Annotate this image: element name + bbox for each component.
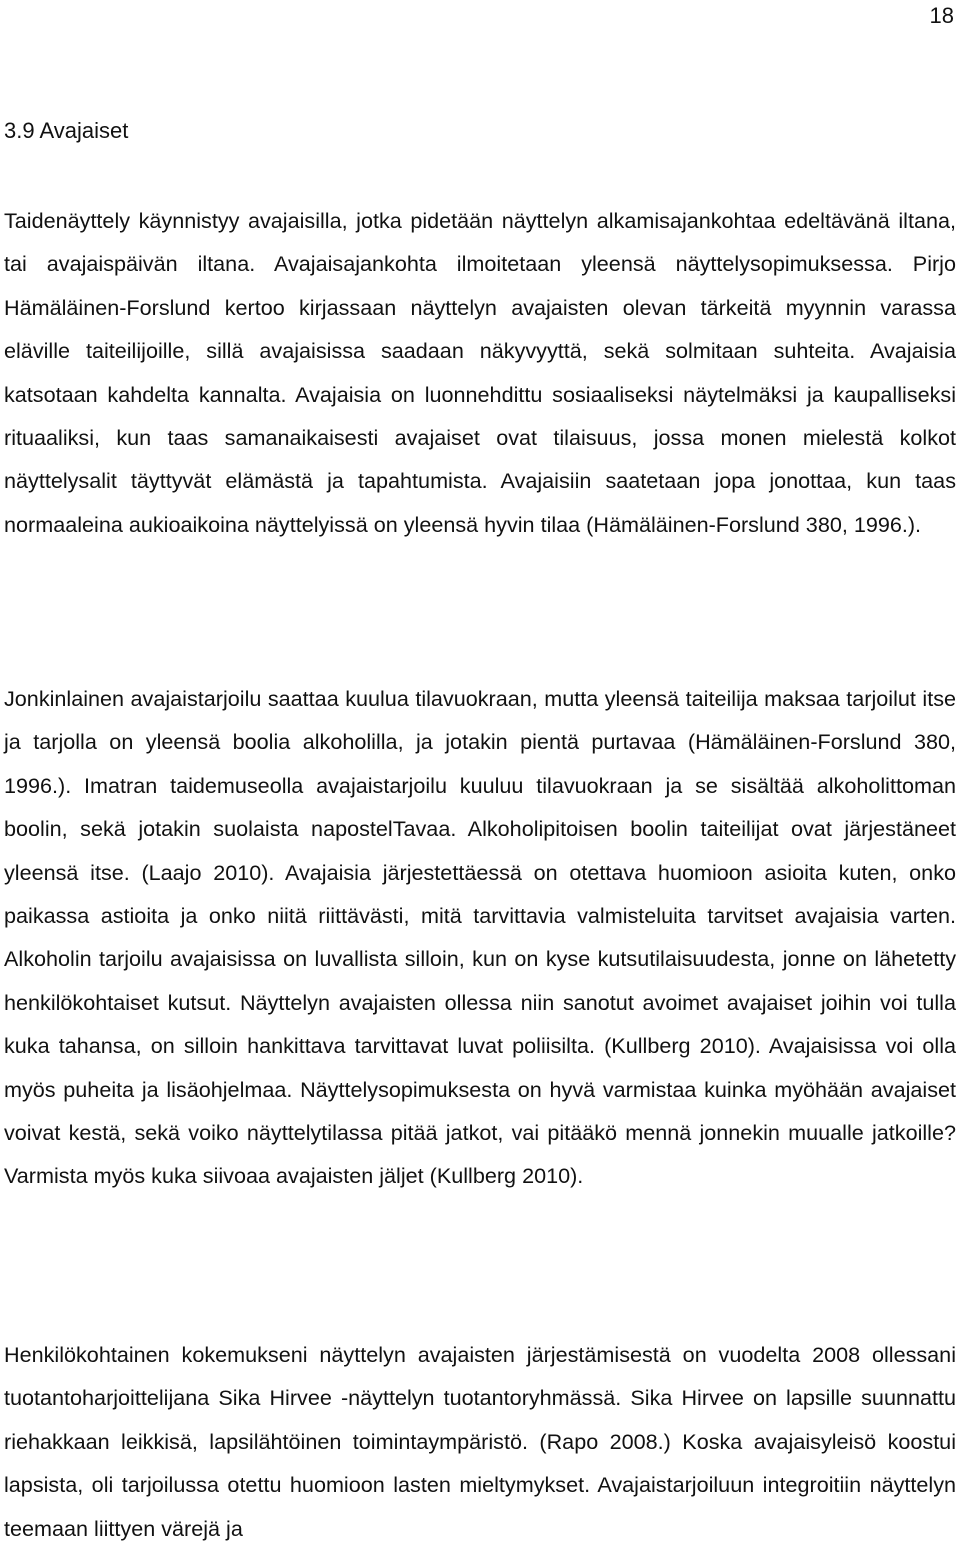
paragraph-opening: Taidenäyttely käynnistyy avajaisilla, jotka pidetään näyttelyn alkamisajankohtaa edeltävänä iltana, tai avajaispäivän iltana. Avajaisajankohta ilmoitetaan yleensä näyttelysopimuksessa. Pirjo Hämäläinen-Forslund kertoo kirjassaan näyttelyn avajaisten olevan tärkeitä myynnin varassa eläville taiteilijoille, sillä avajaisissa saadaan näkyvyyttä, sekä solmitaan suhteita. Avajaisia katsotaan kahdelta kannalta. Avajaisia on luonnehdittu sosiaaliseksi näytelmäksi ja kaupalliseksi rituaaliksi, kun taas samanaikaisesti avajaiset ovat tilaisuus, jossa monen mielestä kolkot näyttelysalit täyttyvät elämästä ja tapahtumista. Avajaisiin saatetaan jopa jonottaa, kun taas normaaleina aukioaikoina näyttelyissä on yleensä hyvin tilaa (Hämäläinen-Forslund 380, 1996.). [4, 208, 956, 537]
section-heading: 3.9 Avajaiset [4, 118, 129, 143]
page-number: 18 [929, 3, 954, 28]
paragraph-refreshments: Jonkinlainen avajaistarjoilu saattaa kuulua tilavuokraan, mutta yleensä taiteilija maksaa tarjoilut itse ja tarjolla on yleensä boolia alkoholilla, ja jotakin pientä purtavaa (Hämäläinen-Forslund 380, 1996.). Imatran taidemuseolla avajaistarjoilu kuuluu tilavuokraan ja se sisältää alkoholittoman boolin, sekä jotakin suolaista napostelTavaa. Alkoholipitoisen boolin taiteilijat ovat järjestäneet yleensä itse. (Laajo 2010). Avajaisia järjestettäessä on otettava huomioon asioita kuten, onko paikassa astioita ja onko niitä riittävästi, mitä tarvittavia valmisteluita tarvitset avajaisia varten. Alkoholin tarjoilu avajaisissa on luvallista silloin, kun on kyse kutsutilaisuudesta, jonne on lähetetty henkilökohtaiset kutsut. Näyttelyn avajaisten ollessa niin sanotut avoimet avajaiset joihin voi tulla kuka tahansa, on silloin hankittava tarvittavat luvat poliisilta. (Kullberg 2010). Avajaisissa voi olla myös puheita ja lisäohjelmaa. Näyttelysopimuksesta on hyvä varmistaa kuinka myöhään avajaiset voivat kestä, sekä voiko näyttelytilassa pitää jatkot, vai pitääkö mennä jonnekin muualle jatkoille? Varmista myös kuka siivoaa avajaisten jäljet (Kullberg 2010). [4, 686, 956, 1189]
paragraph-personal-experience: Henkilökohtainen kokemukseni näyttelyn avajaisten järjestämisestä on vuodelta 2008 ollessani tuotantoharjoittelijana Sika Hirvee -näyttelyn tuotantoryhmässä. Sika Hirvee on lapsille suunnattu riehakkaan leikkisä, lapsilähtöinen toimintaympäristö. (Rapo 2008.) Koska avajaisyleisö koostui lapsista, oli tarjoilussa otettu huomioon lasten mieltymykset. Avajaistarjoiluun integroitiin näyttelyn teemaan liittyen värejä ja [4, 1342, 956, 1541]
